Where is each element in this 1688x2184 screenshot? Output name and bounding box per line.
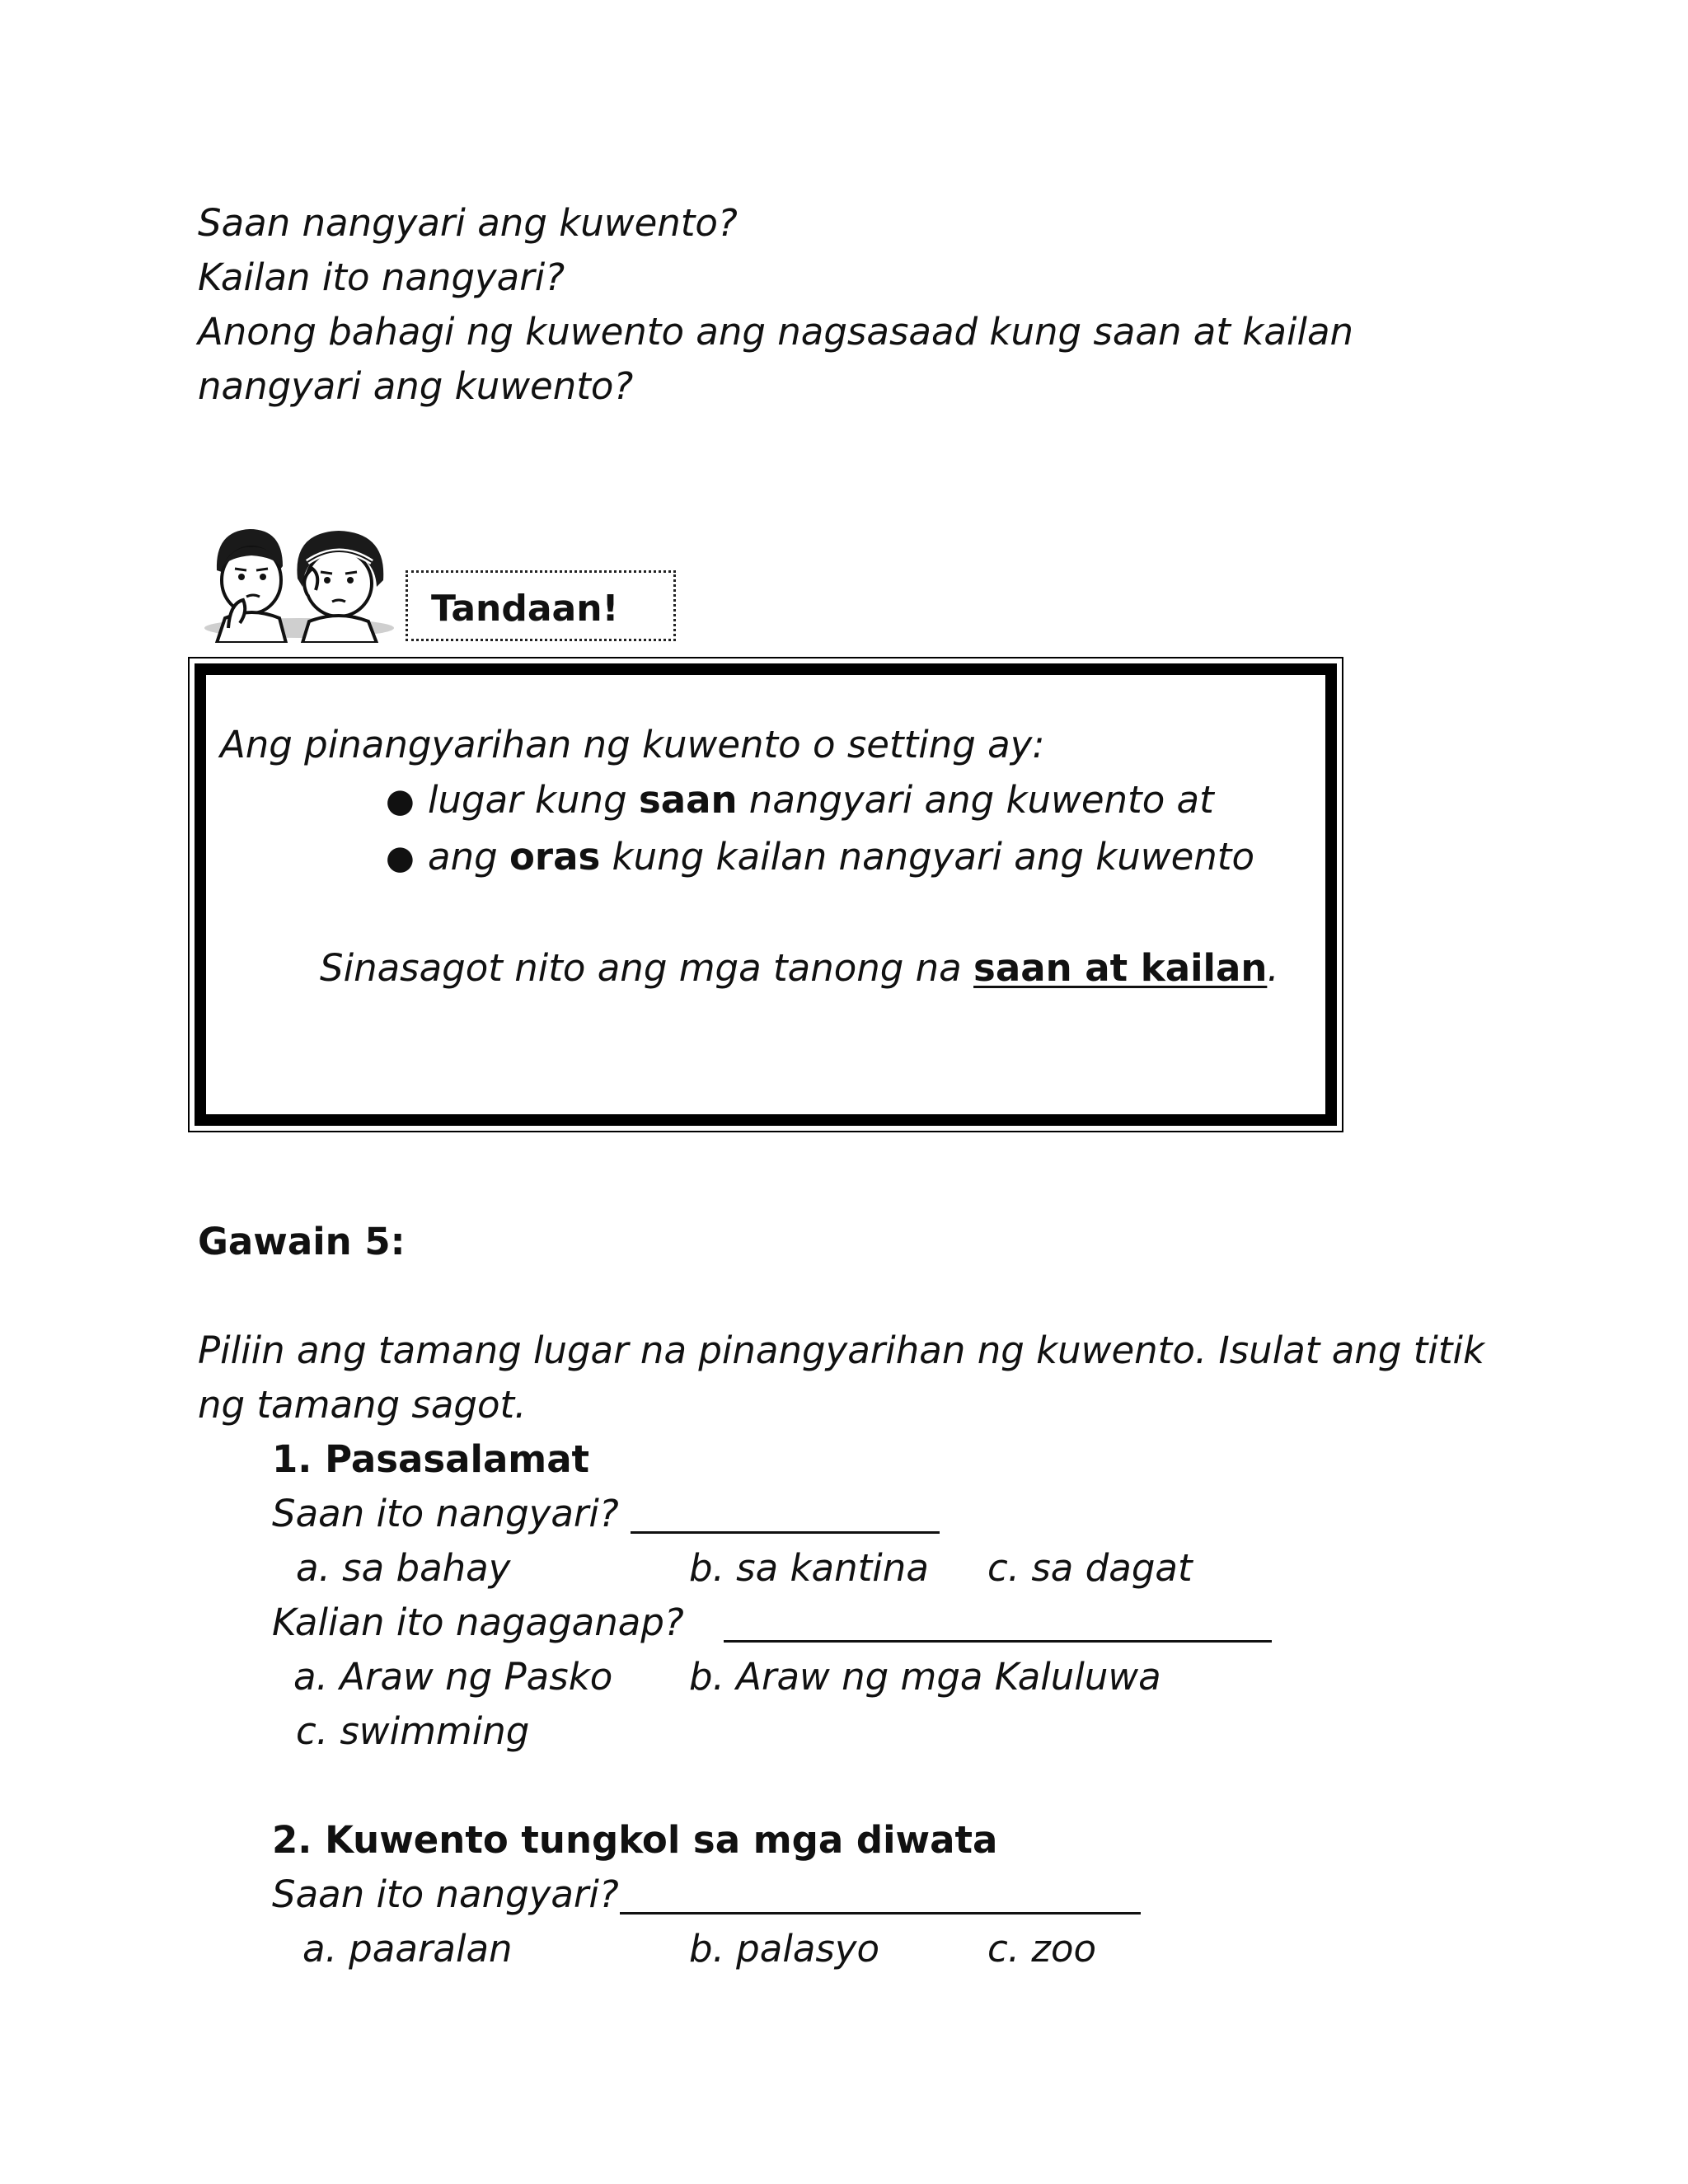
setting-answer-note: Sinasagot nito ang mga tanong na saan at kailan. (320, 946, 1279, 990)
item-1-where-option-a: a. sa bahay (296, 1546, 511, 1590)
item-1-when-question: Kalian ito nagaganap? (272, 1601, 684, 1644)
thinking-kids-illustration (200, 521, 398, 643)
item-1-where-answer-blank[interactable] (631, 1531, 940, 1534)
bullet-icon: ● (386, 839, 415, 877)
bullet-place: lugar kung saan nangyari ang kuwento at (428, 778, 1214, 822)
item-1-where-question: Saan ito nangyari? (272, 1492, 619, 1535)
bullet-icon: ● (386, 782, 415, 820)
tandaan-tag (406, 570, 676, 641)
activity-title: Gawain 5: (198, 1220, 406, 1263)
item-1-title: 1. Pasasalamat (272, 1437, 590, 1481)
item-2-where-option-b: b. palasyo (689, 1927, 879, 1971)
item-2-title: 2. Kuwento tungkol sa mga diwata (272, 1818, 998, 1862)
item-1-when-option-b: b. Araw ng mga Kaluluwa (689, 1655, 1161, 1699)
tandaan-label: Tandaan! (431, 588, 619, 630)
question-part-line1: Anong bahagi ng kuwento ang nagsasaad kung saan at kailan (198, 310, 1354, 354)
setting-definition: Ang pinangyarihan ng kuwento o setting ay: (220, 723, 1045, 766)
activity-instructions-line2: ng tamang sagot. (198, 1383, 527, 1427)
item-2-where-option-a: a. paaralan (302, 1927, 513, 1971)
girl-figure (297, 531, 383, 643)
keyword-saan-at-kailan: saan at kailan (973, 946, 1268, 990)
item-1-when-answer-blank[interactable] (724, 1640, 1272, 1643)
keyword-saan: saan (638, 778, 738, 822)
item-1-where-option-c: c. sa dagat (987, 1546, 1193, 1590)
item-2-where-question: Saan ito nangyari? (272, 1872, 619, 1916)
question-where: Saan nangyari ang kuwento? (198, 201, 738, 245)
item-2-where-option-c: c. zoo (987, 1927, 1097, 1971)
item-2-where-answer-blank[interactable] (620, 1912, 1141, 1915)
item-1-when-option-a: a. Araw ng Pasko (293, 1655, 613, 1699)
activity-instructions-line1: Piliin ang tamang lugar na pinangyarihan ng kuwento. Isulat ang titik (198, 1329, 1485, 1372)
bullet-time: ang oras kung kailan nangyari ang kuwento (428, 835, 1254, 879)
item-1-where-option-b: b. sa kantina (689, 1546, 929, 1590)
boy-figure (217, 529, 286, 643)
question-when: Kailan ito nangyari? (198, 255, 565, 299)
keyword-oras: oras (509, 835, 601, 879)
item-1-when-option-c: c. swimming (296, 1709, 530, 1753)
question-part-line2: nangyari ang kuwento? (198, 364, 634, 408)
